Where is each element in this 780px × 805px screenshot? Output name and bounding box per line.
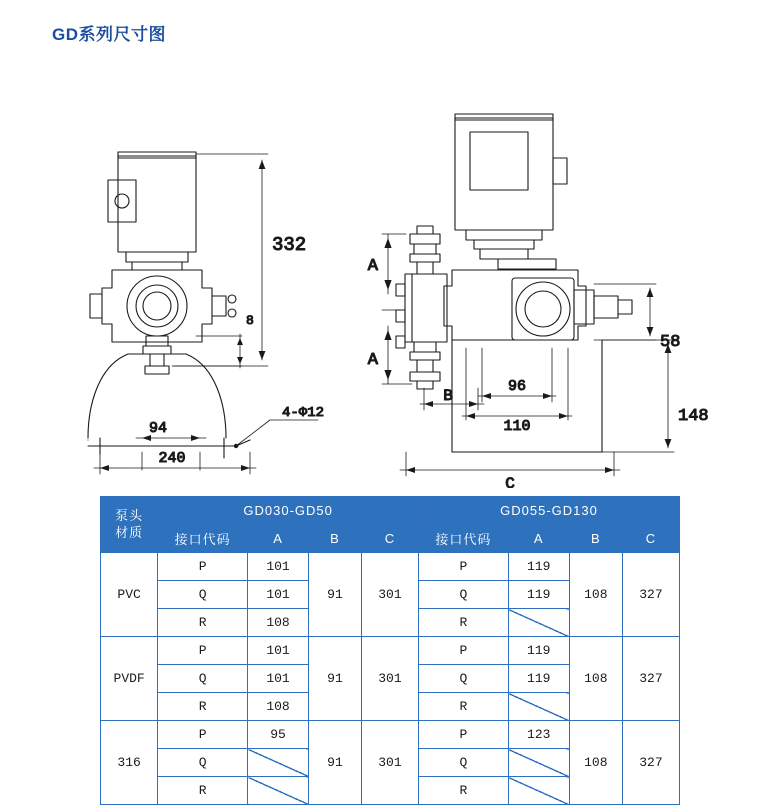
cell-left-b: 91 — [309, 553, 362, 637]
cell-left-code: Q — [158, 665, 248, 693]
cell-right-a: 119 — [508, 637, 569, 665]
cell-right-a — [508, 693, 569, 721]
cell-right-a — [508, 749, 569, 777]
cell-left-code: P — [158, 721, 248, 749]
cell-right-b: 108 — [569, 721, 622, 805]
header-right-b: B — [569, 525, 622, 553]
dim-148: 148 — [678, 407, 709, 426]
cell-right-a — [508, 777, 569, 805]
cell-left-c: 301 — [361, 553, 418, 637]
dim-8: 8 — [246, 313, 254, 328]
cell-right-a: 119 — [508, 665, 569, 693]
dim-c: C — [505, 475, 515, 488]
cell-left-code: R — [158, 609, 248, 637]
cell-right-b: 108 — [569, 637, 622, 721]
cell-right-code: Q — [418, 665, 508, 693]
cell-left-a — [248, 777, 309, 805]
cell-left-a: 101 — [248, 637, 309, 665]
cell-right-code: Q — [418, 581, 508, 609]
cell-right-a — [508, 609, 569, 637]
cell-left-a: 101 — [248, 581, 309, 609]
cell-right-c: 327 — [622, 721, 679, 805]
cell-left-code: Q — [158, 749, 248, 777]
cell-right-a: 119 — [508, 581, 569, 609]
cell-right-a: 123 — [508, 721, 569, 749]
dim-a-lower: A — [367, 351, 378, 370]
cell-left-c: 301 — [361, 721, 418, 805]
cell-left-code: P — [158, 553, 248, 581]
header-right-c: C — [622, 525, 679, 553]
page-title: GD系列尺寸图 — [52, 25, 166, 44]
left-view-pump — [88, 152, 250, 458]
header-group-left: GD030-GD50 — [158, 497, 419, 525]
cell-right-code: R — [418, 777, 508, 805]
header-left-a: A — [248, 525, 309, 553]
right-view-pump — [396, 114, 632, 452]
cell-right-code: P — [418, 553, 508, 581]
header-group-right: GD055-GD130 — [418, 497, 679, 525]
header-material-line2: 材质 — [115, 524, 144, 540]
cell-right-c: 327 — [622, 553, 679, 637]
table-row — [101, 637, 680, 665]
cell-right-code: R — [418, 609, 508, 637]
cell-right-code: Q — [418, 749, 508, 777]
dim-96: 96 — [507, 378, 527, 395]
cell-left-a — [248, 749, 309, 777]
table-header-row-1 — [101, 497, 680, 525]
table-row — [101, 721, 680, 749]
dim-332: 332 — [272, 234, 307, 256]
dimension-drawing — [0, 48, 780, 488]
dimension-table — [100, 496, 680, 805]
cell-left-code: R — [158, 693, 248, 721]
cell-left-b: 91 — [309, 721, 362, 805]
cell-left-code: P — [158, 637, 248, 665]
dim-b: B — [443, 387, 453, 405]
cell-right-c: 327 — [622, 637, 679, 721]
cell-material: PVDF — [101, 637, 158, 721]
table-row — [101, 553, 680, 581]
table-body — [101, 553, 680, 805]
dim-94: 94 — [148, 420, 168, 437]
cell-left-c: 301 — [361, 637, 418, 721]
cell-right-code: P — [418, 721, 508, 749]
cell-left-b: 91 — [309, 637, 362, 721]
header-left-c: C — [361, 525, 418, 553]
header-left-code: 接口代码 — [158, 525, 248, 553]
cell-left-code: Q — [158, 581, 248, 609]
header-right-code: 接口代码 — [418, 525, 508, 553]
dim-58: 58 — [660, 333, 681, 352]
cell-left-code: R — [158, 777, 248, 805]
cell-left-a: 108 — [248, 609, 309, 637]
dim-240: 240 — [158, 450, 186, 467]
table-header-row-2 — [101, 525, 680, 553]
header-material-corner — [101, 497, 158, 553]
cell-right-a: 119 — [508, 553, 569, 581]
cell-right-code: P — [418, 637, 508, 665]
dimension-table-wrap — [100, 496, 680, 805]
cell-material: 316 — [101, 721, 158, 805]
dim-hole-note: 4-Φ12 — [282, 405, 325, 421]
cell-right-code: R — [418, 693, 508, 721]
cell-left-a: 95 — [248, 721, 309, 749]
cell-material: PVC — [101, 553, 158, 637]
dim-110: 110 — [503, 418, 531, 435]
header-left-b: B — [309, 525, 362, 553]
dim-a-upper: A — [367, 257, 378, 276]
cell-left-a: 101 — [248, 553, 309, 581]
cell-right-b: 108 — [569, 553, 622, 637]
drawing-svg — [0, 48, 780, 488]
cell-left-a: 101 — [248, 665, 309, 693]
header-right-a: A — [508, 525, 569, 553]
cell-left-a: 108 — [248, 693, 309, 721]
header-material-line1: 泵头 — [115, 508, 144, 524]
